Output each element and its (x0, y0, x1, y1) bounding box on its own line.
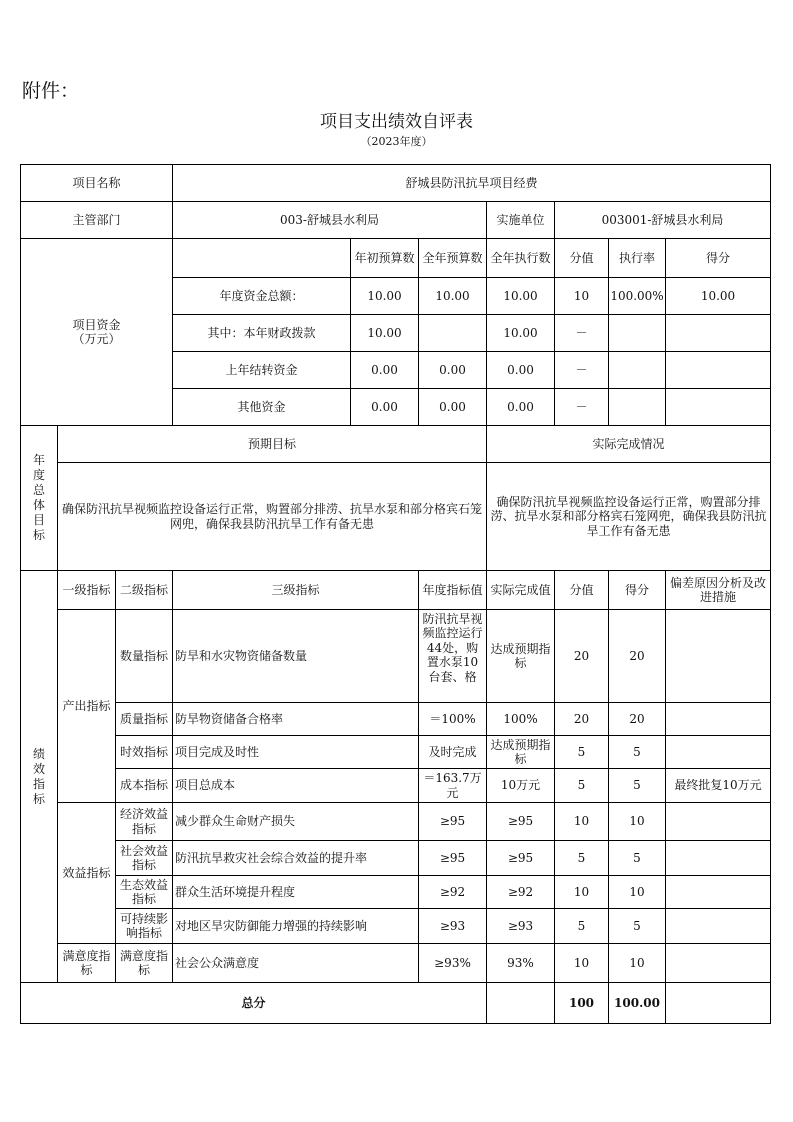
perf-header-5: 分值 (554, 570, 609, 610)
unit-value: 003001-舒城县水利局 (554, 201, 771, 239)
perf-cell-r8-c3: 93% (486, 943, 555, 983)
perf-cell-r4-c1: 减少群众生命财产损失 (172, 802, 419, 841)
perf-cell-r2-c3: 达成预期指标 (486, 735, 555, 769)
perf-cell-r0-c4: 20 (554, 609, 609, 703)
funds-label: 项目资金 （万元） (20, 238, 173, 426)
goals-expected-text: 确保防汛抗旱视频监控设备运行正常，购置部分排涝、抗旱水泵和部分格宾石笼网兜，确保我县防汛抗旱工作有备无患 (57, 462, 487, 571)
goals-label: 年 度 总 体 目 标 (20, 425, 58, 571)
total-blank (486, 982, 555, 1024)
perf-cell-r2-c2: 及时完成 (418, 735, 487, 769)
perf-cell-r3-c0: 成本指标 (115, 768, 173, 803)
perf-header-2: 三级指标 (172, 570, 419, 610)
perf-cell-r6-c6 (665, 875, 771, 909)
perf-cell-r6-c1: 群众生活环境提升程度 (172, 875, 419, 909)
perf-header-3: 年度指标值 (418, 570, 487, 610)
perf-cell-r1-c4: 20 (554, 702, 609, 736)
perf-header-0: 一级指标 (57, 570, 116, 610)
goals-expected-header: 预期目标 (57, 425, 487, 463)
funds-cell-r0-c3: 10.00 (486, 277, 555, 315)
unit-label: 实施单位 (486, 201, 555, 239)
funds-cell-r0-c2: 10.00 (418, 277, 487, 315)
perf-cell-r3-c5: 5 (608, 768, 666, 803)
perf-cell-r1-c0: 质量指标 (115, 702, 173, 736)
perf-cell-r6-c4: 10 (554, 875, 609, 909)
perf-cell-r3-c6: 最终批复10万元 (665, 768, 771, 803)
funds-cell-r1-c3: 10.00 (486, 314, 555, 352)
perf-cell-r5-c5: 5 (608, 840, 666, 876)
project-name-label: 项目名称 (20, 164, 173, 202)
year-label: （2023年度） (360, 135, 433, 148)
perf-cell-r2-c6 (665, 735, 771, 769)
perf-cell-r8-c5: 10 (608, 943, 666, 983)
perf-cell-r4-c4: 10 (554, 802, 609, 841)
perf-cell-r6-c5: 10 (608, 875, 666, 909)
funds-cell-r2-c2: 0.00 (418, 351, 487, 389)
perf-cell-r7-c0: 可持续影响指标 (115, 908, 173, 944)
funds-header-3: 全年执行数 (486, 238, 555, 278)
total-label: 总分 (20, 982, 487, 1024)
funds-cell-r3-c5 (608, 388, 666, 426)
funds-header-4: 分值 (554, 238, 609, 278)
perf-cell-r2-c4: 5 (554, 735, 609, 769)
perf-cell-r4-c3: ≥95 (486, 802, 555, 841)
funds-header-0 (172, 238, 351, 278)
funds-header-1: 年初预算数 (350, 238, 419, 278)
perf-cell-r3-c1: 项目总成本 (172, 768, 419, 803)
goals-actual-header: 实际完成情况 (486, 425, 771, 463)
perf-cell-r7-c6 (665, 908, 771, 944)
dept-label: 主管部门 (20, 201, 173, 239)
funds-cell-r1-c0: 其中：本年财政拨款 (172, 314, 351, 352)
perf-cell-r0-c2: 防汛抗旱视频监控运行44处，购置水泵10台套、格 (418, 609, 487, 703)
perf-cell-r4-c6 (665, 802, 771, 841)
attachment-label: 附件： (22, 80, 80, 102)
funds-cell-r2-c1: 0.00 (350, 351, 419, 389)
perf-cell-r0-c1: 防旱和水灾物资储备数量 (172, 609, 419, 703)
page-title: 项目支出绩效自评表 (320, 112, 473, 132)
perf-cell-r1-c2: ＝100% (418, 702, 487, 736)
perf-cell-r5-c1: 防汛抗旱救灾社会综合效益的提升率 (172, 840, 419, 876)
perf-level1-satisfaction: 满意度指标 (57, 943, 116, 983)
perf-cell-r3-c3: 10万元 (486, 768, 555, 803)
perf-cell-r8-c1: 社会公众满意度 (172, 943, 419, 983)
perf-cell-r8-c2: ≥93% (418, 943, 487, 983)
funds-cell-r1-c4: － (554, 314, 609, 352)
funds-cell-r2-c5 (608, 351, 666, 389)
funds-cell-r3-c2: 0.00 (418, 388, 487, 426)
perf-cell-r5-c6 (665, 840, 771, 876)
perf-cell-r0-c6 (665, 609, 771, 703)
perf-cell-r4-c5: 10 (608, 802, 666, 841)
perf-cell-r8-c4: 10 (554, 943, 609, 983)
perf-header-4: 实际完成值 (486, 570, 555, 610)
perf-cell-r7-c5: 5 (608, 908, 666, 944)
funds-cell-r1-c5 (608, 314, 666, 352)
perf-level1-benefit: 效益指标 (57, 802, 116, 944)
funds-cell-r1-c6 (665, 314, 771, 352)
perf-cell-r7-c2: ≥93 (418, 908, 487, 944)
perf-cell-r5-c4: 5 (554, 840, 609, 876)
perf-header-6: 得分 (608, 570, 666, 610)
funds-cell-r1-c1: 10.00 (350, 314, 419, 352)
funds-header-2: 全年预算数 (418, 238, 487, 278)
funds-cell-r3-c1: 0.00 (350, 388, 419, 426)
funds-cell-r3-c4: － (554, 388, 609, 426)
funds-cell-r0-c5: 100.00% (608, 277, 666, 315)
perf-cell-r2-c1: 项目完成及时性 (172, 735, 419, 769)
perf-cell-r7-c4: 5 (554, 908, 609, 944)
dept-value: 003-舒城县水利局 (172, 201, 487, 239)
funds-cell-r3-c6 (665, 388, 771, 426)
funds-cell-r0-c1: 10.00 (350, 277, 419, 315)
perf-cell-r6-c2: ≥92 (418, 875, 487, 909)
perf-cell-r6-c0: 生态效益指标 (115, 875, 173, 909)
perf-cell-r4-c0: 经济效益指标 (115, 802, 173, 841)
total-blank-2 (665, 982, 771, 1024)
goals-actual-text: 确保防汛抗旱视频监控设备运行正常，购置部分排涝、抗旱水泵和部分格宾石笼网兜，确保我县防汛抗旱工作有备无患 (486, 462, 771, 571)
perf-cell-r3-c2: ＝163.7万元 (418, 768, 487, 803)
perf-cell-r1-c6 (665, 702, 771, 736)
total-score: 100 (554, 982, 609, 1024)
funds-cell-r0-c4: 10 (554, 277, 609, 315)
perf-cell-r7-c3: ≥93 (486, 908, 555, 944)
perf-cell-r3-c4: 5 (554, 768, 609, 803)
perf-cell-r8-c0: 满意度指标 (115, 943, 173, 983)
perf-cell-r1-c3: 100% (486, 702, 555, 736)
funds-cell-r3-c0: 其他资金 (172, 388, 351, 426)
perf-cell-r0-c5: 20 (608, 609, 666, 703)
perf-cell-r1-c5: 20 (608, 702, 666, 736)
perf-cell-r5-c2: ≥95 (418, 840, 487, 876)
funds-cell-r1-c2 (418, 314, 487, 352)
funds-header-5: 执行率 (608, 238, 666, 278)
funds-header-6: 得分 (665, 238, 771, 278)
perf-cell-r1-c1: 防旱物资储备合格率 (172, 702, 419, 736)
funds-cell-r2-c3: 0.00 (486, 351, 555, 389)
funds-cell-r2-c4: － (554, 351, 609, 389)
total-got: 100.00 (608, 982, 666, 1024)
perf-header-7: 偏差原因分析及改进措施 (665, 570, 771, 610)
funds-cell-r2-c0: 上年结转资金 (172, 351, 351, 389)
perf-cell-r4-c2: ≥95 (418, 802, 487, 841)
perf-cell-r5-c0: 社会效益指标 (115, 840, 173, 876)
perf-level1-output: 产出指标 (57, 609, 116, 803)
perf-cell-r2-c5: 5 (608, 735, 666, 769)
perf-cell-r8-c6 (665, 943, 771, 983)
perf-cell-r5-c3: ≥95 (486, 840, 555, 876)
funds-cell-r0-c0: 年度资金总额： (172, 277, 351, 315)
funds-cell-r3-c3: 0.00 (486, 388, 555, 426)
perf-cell-r0-c3: 达成预期指标 (486, 609, 555, 703)
perf-label: 绩 效 指 标 (20, 570, 58, 983)
funds-cell-r0-c6: 10.00 (665, 277, 771, 315)
perf-cell-r6-c3: ≥92 (486, 875, 555, 909)
perf-header-1: 二级指标 (115, 570, 173, 610)
project-name-value: 舒城县防汛抗旱项目经费 (172, 164, 771, 202)
perf-cell-r2-c0: 时效指标 (115, 735, 173, 769)
funds-cell-r2-c6 (665, 351, 771, 389)
perf-cell-r7-c1: 对地区旱灾防御能力增强的持续影响 (172, 908, 419, 944)
perf-cell-r0-c0: 数量指标 (115, 609, 173, 703)
